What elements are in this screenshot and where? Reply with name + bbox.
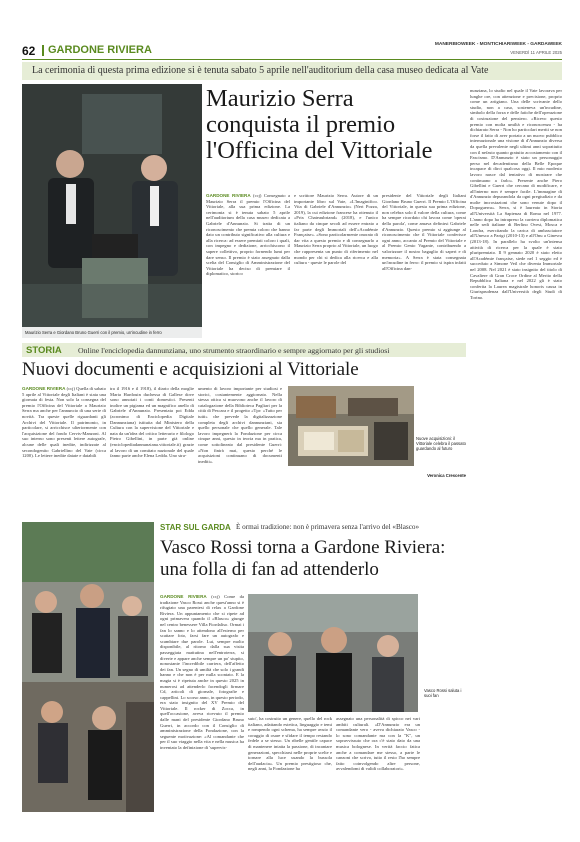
vasco-fans-photo bbox=[22, 522, 154, 812]
article2-headline: Nuovi documenti e acquisizioni al Vittoriale bbox=[22, 359, 359, 380]
vasco-illustration bbox=[248, 594, 418, 712]
article3-dateline: GARDONE RIVIERA bbox=[160, 594, 207, 599]
archive-photo bbox=[288, 386, 414, 466]
article3-col1-text: (ccj) Come da tradizione Vasco Rossi anche quest'anno si è rifugiato una parentesi di relax a Gardone Riviera. Un appuntamento che si ripete ad ogni primavera quando il «Blasco» giunge nel centro benessere Villa Fiordaliso. Ormai i fan lo sanno e lo attendono all'esterno per scattare foto, farsi fare un autografo e scambiare due parole. Lui, sempre molto disponibile, al ritorno dalla sua visita passeggiata mattutina nell'entroterra, si diverte e appare anche sempre un po' stupito, nonostante l'incredibile carriera, dell'affetto dei fan. Un segno di umiltà che solo i grandi hanno e che non è per nulla scontato. E la magia si è ripetuta anche in questo 2025 in numerosi ad attenderlo facendogli firmare Cd, articoli di giornale, fotografie e cappellini. Lo scorso anno, in questo periodo, era stato insignito del XV Premio del Vittoriale. Il rocker di Zocca, in quell'occasione, aveva ricevuto il premio dalle mani del presidente Giordano Bruno Guerri, in accordo con il Consiglio di amministrazione della Fondazione, con la seguente motivazione: «Al comandante che per il suo viaggio nella vita e nella musica ha inventato la definizione di 'supervis- bbox=[160, 594, 244, 751]
top-banner-text: La cerimonia di questa prima edizione si è tenuta sabato 5 aprile nell'auditorium della casa museo dedicata al Vate bbox=[32, 65, 489, 76]
article3-subtitle: È ormai tradizione: non è primavera senza l'arrivo del «Blasco» bbox=[236, 523, 420, 531]
divider-bar bbox=[42, 45, 44, 56]
photo-caption-1: Maurizio Serra e Giordano Bruno Guerri con il premio, un'incudine in ferro bbox=[22, 327, 202, 338]
archive-illustration bbox=[288, 386, 414, 466]
article3-headline: Vasco Rossi torna a Gardone Riviera: una folla di fan ad attenderlo bbox=[160, 537, 446, 580]
page-number: 62 bbox=[22, 44, 36, 58]
page-header bbox=[22, 42, 562, 60]
article2-photo-caption: Nuove acquisizioni: il Vittoriale celebra il passato guardando al futuro bbox=[416, 436, 466, 452]
article1-col2: e scrittore Maurizio Serra. Autore di un importante libro sul Vate, «L'Imaginifico. Vita di Gabriele d'Annunzio» (Neri Pozza, 2019), la cui edizione francese ha ottenuto il «Prix Chateaubriand» (2018), e l'unico italiano da cinque secoli ad essere entrato a far parte degli Immortali dell'«Académie Française». «Sono particolarmente onorato di dar vita a questo premio e di consegnarlo a Maurizio Serra proprio al Vittoriale, un luogo che rappresenta un punto di riferimento nel mondo per chi si dedica alla ricerca e alla cultura - queste le parole del bbox=[294, 193, 378, 266]
article1-col1-text: (ccj) Consegnato a Maurizio Serra il premio l'Officina del Vittoriale, alla sua prima edizione. La cerimonia si è tenuta sabato 5 aprile nell'auditorium della casa museo dedicata a Gabriele d'Annunzio. Si tratta di un riconoscimento che premia coloro che hanno dato un contributo significativo alla cultura e alla ricerca: ad essere premiati coloro i quali, con impegno e dedizione, arricchiscono il sapere collettivo, proprio fornendo lumi per dare senso. Il premio è stato assegnato dalla scelta del Consiglio di Amministrazione del Vittoriale ha deciso di premiare il diplomatico, storico bbox=[206, 193, 290, 277]
crowd-illustration bbox=[22, 522, 154, 812]
article3-col3: assegnato una personalità di spicco nei vari ambiti culturali. «D'Annunzio era un comandante vero - aveva dichiarato Vasco - lo sono comandante ma con la "K", un sopravvissuto che ora c'è stato dato da una musica bolognese. In verità faccio fatica anche a comandare me stesso, a parte le canzoni che scrivo, tutto il resto l'ho sempre fatto coinvolgendo altre persone, avvalendomi di validi collaboratori». bbox=[336, 716, 420, 772]
top-banner bbox=[22, 62, 562, 80]
article2-subtitle: Online l'enciclopedia dannunziana, uno strumento straordinario e sempre aggiornato per gli studiosi bbox=[78, 346, 390, 355]
article3-col2: suto', ha costruito un genere, quello del rock italiano, adattando estetica, linguaggio e temi e rompendo ogni schema, ha sempre avuto il coraggio di osare e sfidare il tempo restando fedele a se stesso. Un ribelle gentile capace di mantenere intatta la passione, di incantare generazioni, specchiarsi nelle proprie scelte e tornare alla luce usando la bussola dell'audacia». Un premio prestigioso che, negli anni, la Fondazione ha bbox=[248, 716, 332, 772]
article2-col1 bbox=[22, 386, 106, 459]
article1-headline: Maurizio Serra conquista il premio l'Officina del Vittoriale bbox=[206, 85, 433, 164]
article2-band bbox=[22, 343, 466, 357]
article3-col1 bbox=[160, 594, 244, 751]
serra-guerri-photo bbox=[22, 84, 202, 338]
article1-col4: nunziana, lo studio nel quale il Vate lavorava per lunghe ore, con attenzione e precisione, proprio come un artigiano. Una delle scrivanie dello studio, non a caso, sosteneva un'incudine, simbolo della forza e delle fatiche dell'operazione di costruzione del pensiero. «Ricevo questo premio con molta umiltà e riconoscenza - ha dichiarato Serra - Non ho particolari meriti se non forse il fatto di aver portato a un nuovo pubblico internazionale una visione di d'Annunzio diversa da quella prevalente negli ultimi anni soprattutto con il nefasto quanto gratuito accostamento con il Fascismo. D'Annunzio è stato un personaggio perso nel decadentismo della Belle Epoque incapace di dirci qualcosa oggi. Il mio modesto lavoro nasce dal tentativo di mostrare che continuano a farlo». Presente anche Piero Gibellini e Guerri che cercano di modificare, e all'interno non è sempre facile. L'immagine di d'Annunzio depurandola da ogni pregiudizio e da molte incrostazioni che sono venute dopo il Dopoguerra». Serra, si è laureato in Storia all'Università La Sapienza di Roma nel 1977. L'anno dopo ha intrapreso la carriera diplomatica nelle sedi italiane di Berlino Ovest, Mosca e Londra, esercitando la carica di ambasciatore all'Unesco a Parigi (2010-13) e all'Onu a Ginevra (2013-18). In parallelo ha svolto un'intensa attività di ricerca per la quale è stato pluripremiato. Il 9 gennaio 2020 è stato eletto all'Académie française, siede nel 1 seggio ed è succeduto a Simone Veil che diventa Immortale nel 2008. Nel 2021 è stato insignito del titolo di Cavaliere di Gran Croce Ordine al Merito della Repubblica Italiana e nel 2022 gli è stato conferita la Laurea magistrale honoris causa in Giurisprudenza dall'Università degli Studi di Torino. bbox=[470, 88, 562, 300]
article2-col3: umento di lavoro importante per studiosi e storici, costantemente aggiornato. Nella stessa ottica si muovono anche il lavoro di catalogazione della Biblioteca Pagliari per la città di Pescara e il progetto «Tpr: «Tutto per tutti» che prevede la digitalizzazione completa degli archivi dannunziani, sia quello personale che quello generale. Tale lavoro impegnerà la Fondazione per circa cinque anni, questo in teoria ma in pratica, come sottolineato dal presidente Guerri: «Non finirà mai, questo perché le acquisizioni continuano di documenti inediti». bbox=[198, 386, 282, 464]
photo-illustration bbox=[22, 84, 202, 338]
article3-photo-caption: Vasco Rossi saluta i suoi fan bbox=[424, 688, 462, 699]
publication-name: MANERBIOWEEK - MONTICHIARIWEEK - GARDAWEEK bbox=[434, 42, 562, 47]
article3-kicker: STAR SUL GARDA bbox=[160, 523, 231, 532]
article1-kicker: GARDONE RIVIERA bbox=[206, 193, 251, 198]
article2-col2: tra il 1916 e il 1918), il diario della moglie Maria Hardouin duchessa di Gallese dove sono annotati i conti domestici. Presenti inoltre un pigiama ed un magnifico anello di Gabriele d'Annunzio. Presentata poi Edda (acronimo di Enciclopedia Digitale Dannunziana) istituita dal Ministero della Cultura con la supervisione del Vittoriale e nata da un'idea del critico letterario e filologo Pietro Gibellini, in parte già online (enciclopediadannunziana.vittoriale.it) grazie al lavoro di un comitato nazionale del quale fanno parte anche Elena Ledda. Uno stra- bbox=[110, 386, 194, 459]
article2-col1-text: (ccj) Quella di sabato 5 aprile al Vittoriale degli Italiani è stata una giornata di festa. Non solo la consegna del premio l'Officina del Vittoriale a Maurizio Serra ma anche per l'annuncio di una serie di novità. Tra queste quelle riguardanti gli Archivi del Vittoriale. Il patrimonio, in particolare, si arricchisce ulteriormente con l'acquisizione del fondo Cervis-Manzoni. Al suo interno sono presenti lettere autografe, alcune delle quali inedite, indirizzate al secondogenito Gabriellino del Vate (circa 1200). Le lettere inedite datate e databili bbox=[22, 386, 106, 459]
article2-author: Veronica Crescente bbox=[427, 473, 466, 478]
article1-col3: presidente del Vittoriale degli Italiani Giordano Bruno Guerri. Il Premio L'Officina del Vittoriale, in questa sua prima edizione, non celebra solo il valore della cultura, come ha sempre ricordato chi lavora come 'operai della parola', come amava definirsi Gabriele d'Annunzio. Questo premio si aggiunge al riconoscimento che il Vittoriale conferisce ogni anno, accanto al Premio del Vittoriale e al Premio Genio Vagante, contribuendo a valorizzare il nostro bagaglio di saperi e di memoria». A Serra è stata consegnata un'incudine in ferro: il premio si ispira infatti all'Officina dan- bbox=[382, 193, 466, 271]
article2-kicker: STORIA bbox=[26, 345, 62, 356]
issue-date: VENERDÌ 11 APRILE 2025 bbox=[510, 50, 562, 55]
section-title: GARDONE RIVIERA bbox=[48, 44, 152, 56]
vasco-photo bbox=[248, 594, 418, 712]
article2-dateline: GARDONE RIVIERA bbox=[22, 386, 66, 391]
article1-col1 bbox=[206, 193, 290, 277]
